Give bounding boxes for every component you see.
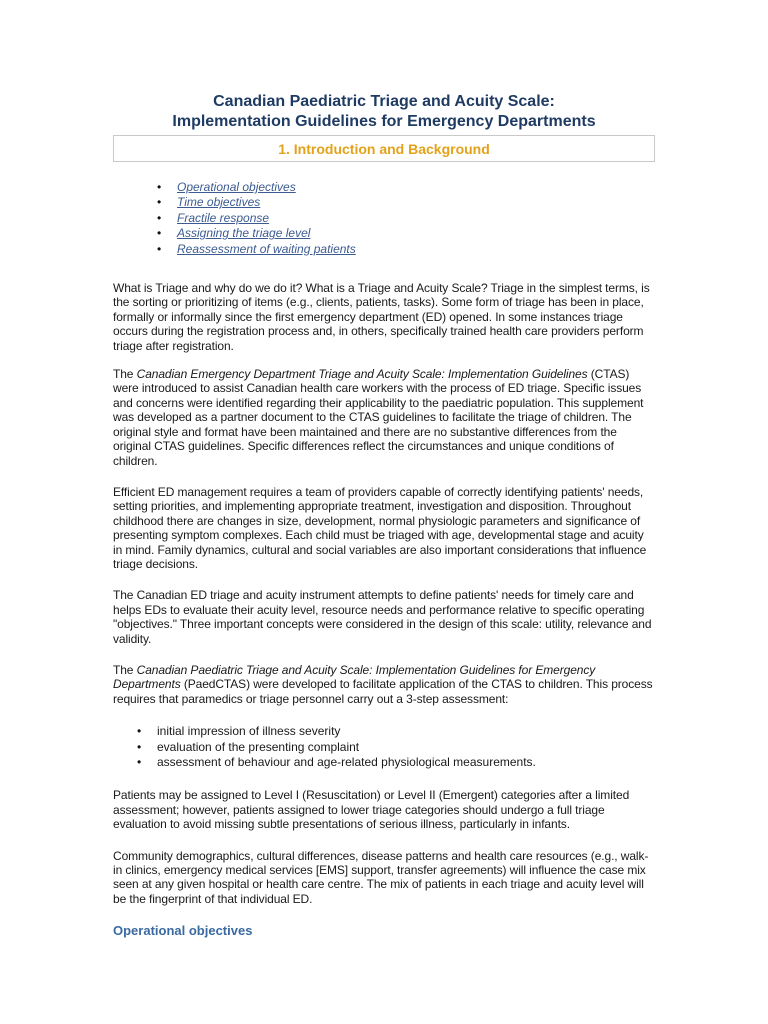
title-line-2: Implementation Guidelines for Emergency Departments — [172, 113, 596, 130]
toc-item — [177, 180, 655, 195]
paragraph-community-demographics: Community demographics, cultural differences, disease patterns and health care resources (e.g., walk-in clinics, emergency medical services [EMS] support, transfer agreements) will influence the case mix seen at any given hospital or health care centre. The mix of patients in each triage and acuity level will be the fingerprint of that individual ED. — [113, 848, 649, 906]
paragraph-paedctas — [113, 663, 655, 706]
section-title-box — [113, 135, 655, 162]
list-item: • initial impression of illness severity — [157, 724, 655, 739]
table-of-contents — [113, 180, 655, 257]
toc-link-fractile-response[interactable]: Fractile response — [177, 210, 270, 225]
toc-item — [177, 195, 655, 210]
paragraph-ed-triage-instrument: The Canadian ED triage and acuity instrument attempts to define patients' needs for timely care and helps EDs to evaluate their acuity level, resource needs and performance relative to specific operating "objectives." Three important concepts were considered in the design of this scale: utility, relevance and validity. — [113, 588, 652, 646]
subheading-operational-objectives: Operational objectives — [113, 923, 253, 939]
paedctas-title-italic: Canadian Paediatric Triage and Acuity Scale: Implementation Guidelines for Emergency Departments — [113, 662, 596, 692]
title-line-1: Canadian Paediatric Triage and Acuity Scale: — [213, 93, 555, 110]
text: The — [113, 367, 137, 382]
section-title: 1. Introduction and Background — [278, 140, 490, 157]
list-item: • assessment of behaviour and age-related physiological measurements. — [157, 755, 655, 770]
toc-link-assigning-triage-level[interactable]: Assigning the triage level — [177, 226, 311, 241]
toc-link-operational-objectives[interactable]: Operational objectives — [177, 180, 296, 194]
text: The — [113, 662, 137, 677]
ctas-title-italic: Canadian Emergency Department Triage and Acuity Scale: Implementation Guidelines — [136, 367, 588, 382]
document-page — [113, 92, 655, 938]
toc-item — [177, 211, 655, 226]
toc-link-time-objectives[interactable]: Time objectives — [177, 195, 261, 210]
text: (CTAS) were introduced to assist Canadian health care workers with the process of ED triage. Specific issues and concerns were identified regarding their applicability to the paediatric population. This supplement was developed as a partner document to the CTAS guidelines to facilitate the triage of children. The original style and format have been maintained and there are no substantive differences from the original CTAS guidelines. Specific differences reflect the circumstances and unique conditions of children. — [113, 367, 644, 468]
toc-item — [177, 226, 655, 241]
assessment-steps-list — [113, 724, 655, 770]
paragraph-ed-management: Efficient ED management requires a team of providers capable of correctly identifying patients' needs, setting priorities, and implementing appropriate treatment, investigation and disposition. Throughout childhood there are changes in size, development, normal physiologic parameters and significance of presenting symptom complexes. Each child must be triaged with age, developmental stage and acuity in mind. Family dynamics, cultural and social variables are also important considerations that influence triage decisions. — [113, 484, 647, 571]
paragraph-ctas-intro — [113, 367, 655, 468]
list-item: • evaluation of the presenting complaint — [157, 740, 655, 755]
toc-link-reassessment[interactable]: Reassessment of waiting patients — [177, 241, 356, 256]
document-title — [113, 92, 655, 132]
paragraph-level-assignment: Patients may be assigned to Level I (Resuscitation) or Level II (Emergent) categories after a limited assessment; however, patients assigned to lower triage categories should undergo a full triage evaluation to avoid missing subtle presentations of serious illness, particularly in infants. — [113, 788, 630, 832]
paragraph-what-is-triage: What is Triage and why do we do it? What is a Triage and Acuity Scale? Triage in the simplest terms, is the sorting or prioritizing of items (e.g., clients, patients, tasks). Some form of triage has been in place, formally or informally since the first emergency department (ED) opened. In some instances triage occurs during the registration process and, in others, specifically trained health care providers perform triage after registration. — [113, 281, 650, 353]
text: (PaedCTAS) were developed to facilitate application of the CTAS to children. This process requires that paramedics or triage personnel carry out a 3-step assessment: — [113, 677, 653, 706]
toc-item — [177, 242, 655, 257]
